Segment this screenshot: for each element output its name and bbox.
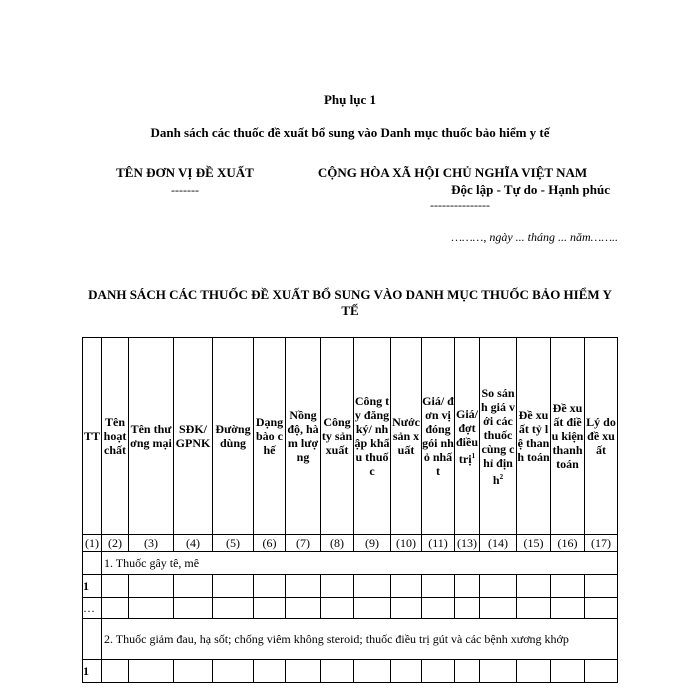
motto-divider: --------------- [430,198,490,212]
empty-cell [480,660,517,683]
empty-cell [254,660,286,683]
column-number: (17) [585,535,618,552]
column-number: (8) [321,535,354,552]
header-cell: Đề xuất điều kiện thanh toán [551,338,585,535]
header-cell: Công ty sản xuất [321,338,354,535]
row-ellipsis: … [83,598,102,619]
footnote-mark: 1 [471,451,476,460]
table-row [83,660,618,683]
empty-cell [455,598,480,619]
empty-cell [422,598,455,619]
table-header-row [83,338,618,535]
header-cell: Dạng bào chế [254,338,286,535]
column-number: (6) [254,535,286,552]
empty-cell [213,598,254,619]
header-cell: Tên thương mại [129,338,174,535]
section-title: 1. Thuốc gây tê, mê [102,552,618,575]
column-number: (14) [480,535,517,552]
empty-cell [286,598,321,619]
column-number: (11) [422,535,455,552]
blank-cell [83,619,102,660]
row-number: 1 [83,575,102,598]
header-cell: Nồng độ, hàm lượng [286,338,321,535]
empty-cell [517,598,551,619]
empty-cell [321,575,354,598]
list-heading: DANH SÁCH CÁC THUỐC ĐỀ XUẤT BỔ SUNG VÀO DANH MỤC THUỐC BẢO HIỂM Y TẾ [88,287,612,318]
column-number: (1) [83,535,102,552]
column-number: (7) [286,535,321,552]
empty-cell [102,575,129,598]
column-number: (10) [391,535,422,552]
empty-cell [254,575,286,598]
empty-cell [213,660,254,683]
column-number: (5) [213,535,254,552]
header-cell: Đề xuất tỷ lệ thanh toán [517,338,551,535]
empty-cell [480,575,517,598]
empty-cell [551,575,585,598]
footnote-mark: 2 [499,472,504,481]
unit-divider: ------- [171,183,199,197]
column-number: (16) [551,535,585,552]
empty-cell [551,598,585,619]
table-row [83,575,618,598]
empty-cell [213,575,254,598]
column-number: (4) [174,535,213,552]
header-cell: Công ty đăng ký/ nhập khẩu thuốc [354,338,391,535]
drug-proposal-table [82,337,618,683]
empty-cell [174,660,213,683]
header-cell: Tên hoạt chất [102,338,129,535]
empty-cell [102,598,129,619]
header-cell: TT [83,338,102,535]
header-cell: Đường dùng [213,338,254,535]
column-number: (9) [354,535,391,552]
header-cell: Lý do đề xuất [585,338,618,535]
column-number: (13) [455,535,480,552]
empty-cell [321,660,354,683]
empty-cell [391,660,422,683]
empty-cell [174,575,213,598]
appendix-title: Phụ lục 1 [323,92,376,107]
section-row [83,552,618,575]
table-row [83,598,618,619]
empty-cell [517,575,551,598]
date-line: ………, ngày ... tháng ... năm…….. [451,230,618,244]
empty-cell [480,598,517,619]
empty-cell [286,660,321,683]
column-number: (15) [517,535,551,552]
header-cell [455,338,480,535]
header-cell: SĐK/ GPNK [174,338,213,535]
header-text: So sánh giá với các thuốc cùng chỉ định [480,385,515,487]
empty-cell [551,660,585,683]
empty-cell [455,575,480,598]
empty-cell [254,598,286,619]
empty-cell [129,598,174,619]
empty-cell [354,575,391,598]
blank-cell [83,552,102,575]
empty-cell [321,598,354,619]
header-cell: Giá/ đơn vị đóng gói nhỏ nhất [422,338,455,535]
column-number: (2) [102,535,129,552]
empty-cell [422,575,455,598]
empty-cell [585,660,618,683]
empty-cell [455,660,480,683]
national-motto: Độc lập - Tự do - Hạnh phúc [451,182,610,197]
empty-cell [517,660,551,683]
empty-cell [391,575,422,598]
header-text: Giá/đợt điều trị [455,406,478,466]
proposing-unit-label: TÊN ĐƠN VỊ ĐỀ XUẤT [116,165,254,180]
empty-cell [286,575,321,598]
empty-cell [174,598,213,619]
empty-cell [129,660,174,683]
empty-cell [422,660,455,683]
empty-cell [391,598,422,619]
empty-cell [354,598,391,619]
empty-cell [354,660,391,683]
row-number: 1 [83,660,102,683]
empty-cell [102,660,129,683]
section-title: 2. Thuốc giảm đau, hạ sốt; chống viêm không steroid; thuốc điều trị gút và các bệnh xương khớp [102,619,618,660]
header-cell: Nước sản xuất [391,338,422,535]
header-cell [480,338,517,535]
nation-name: CỘNG HÒA XÃ HỘI CHỦ NGHĨA VIỆT NAM [317,165,588,180]
empty-cell [585,598,618,619]
column-number-row [83,535,618,552]
empty-cell [129,575,174,598]
document-subtitle: Danh sách các thuốc đề xuất bổ sung vào Danh mục thuốc bảo hiểm y tế [150,125,550,140]
empty-cell [585,575,618,598]
section-row [83,619,618,660]
column-number: (3) [129,535,174,552]
